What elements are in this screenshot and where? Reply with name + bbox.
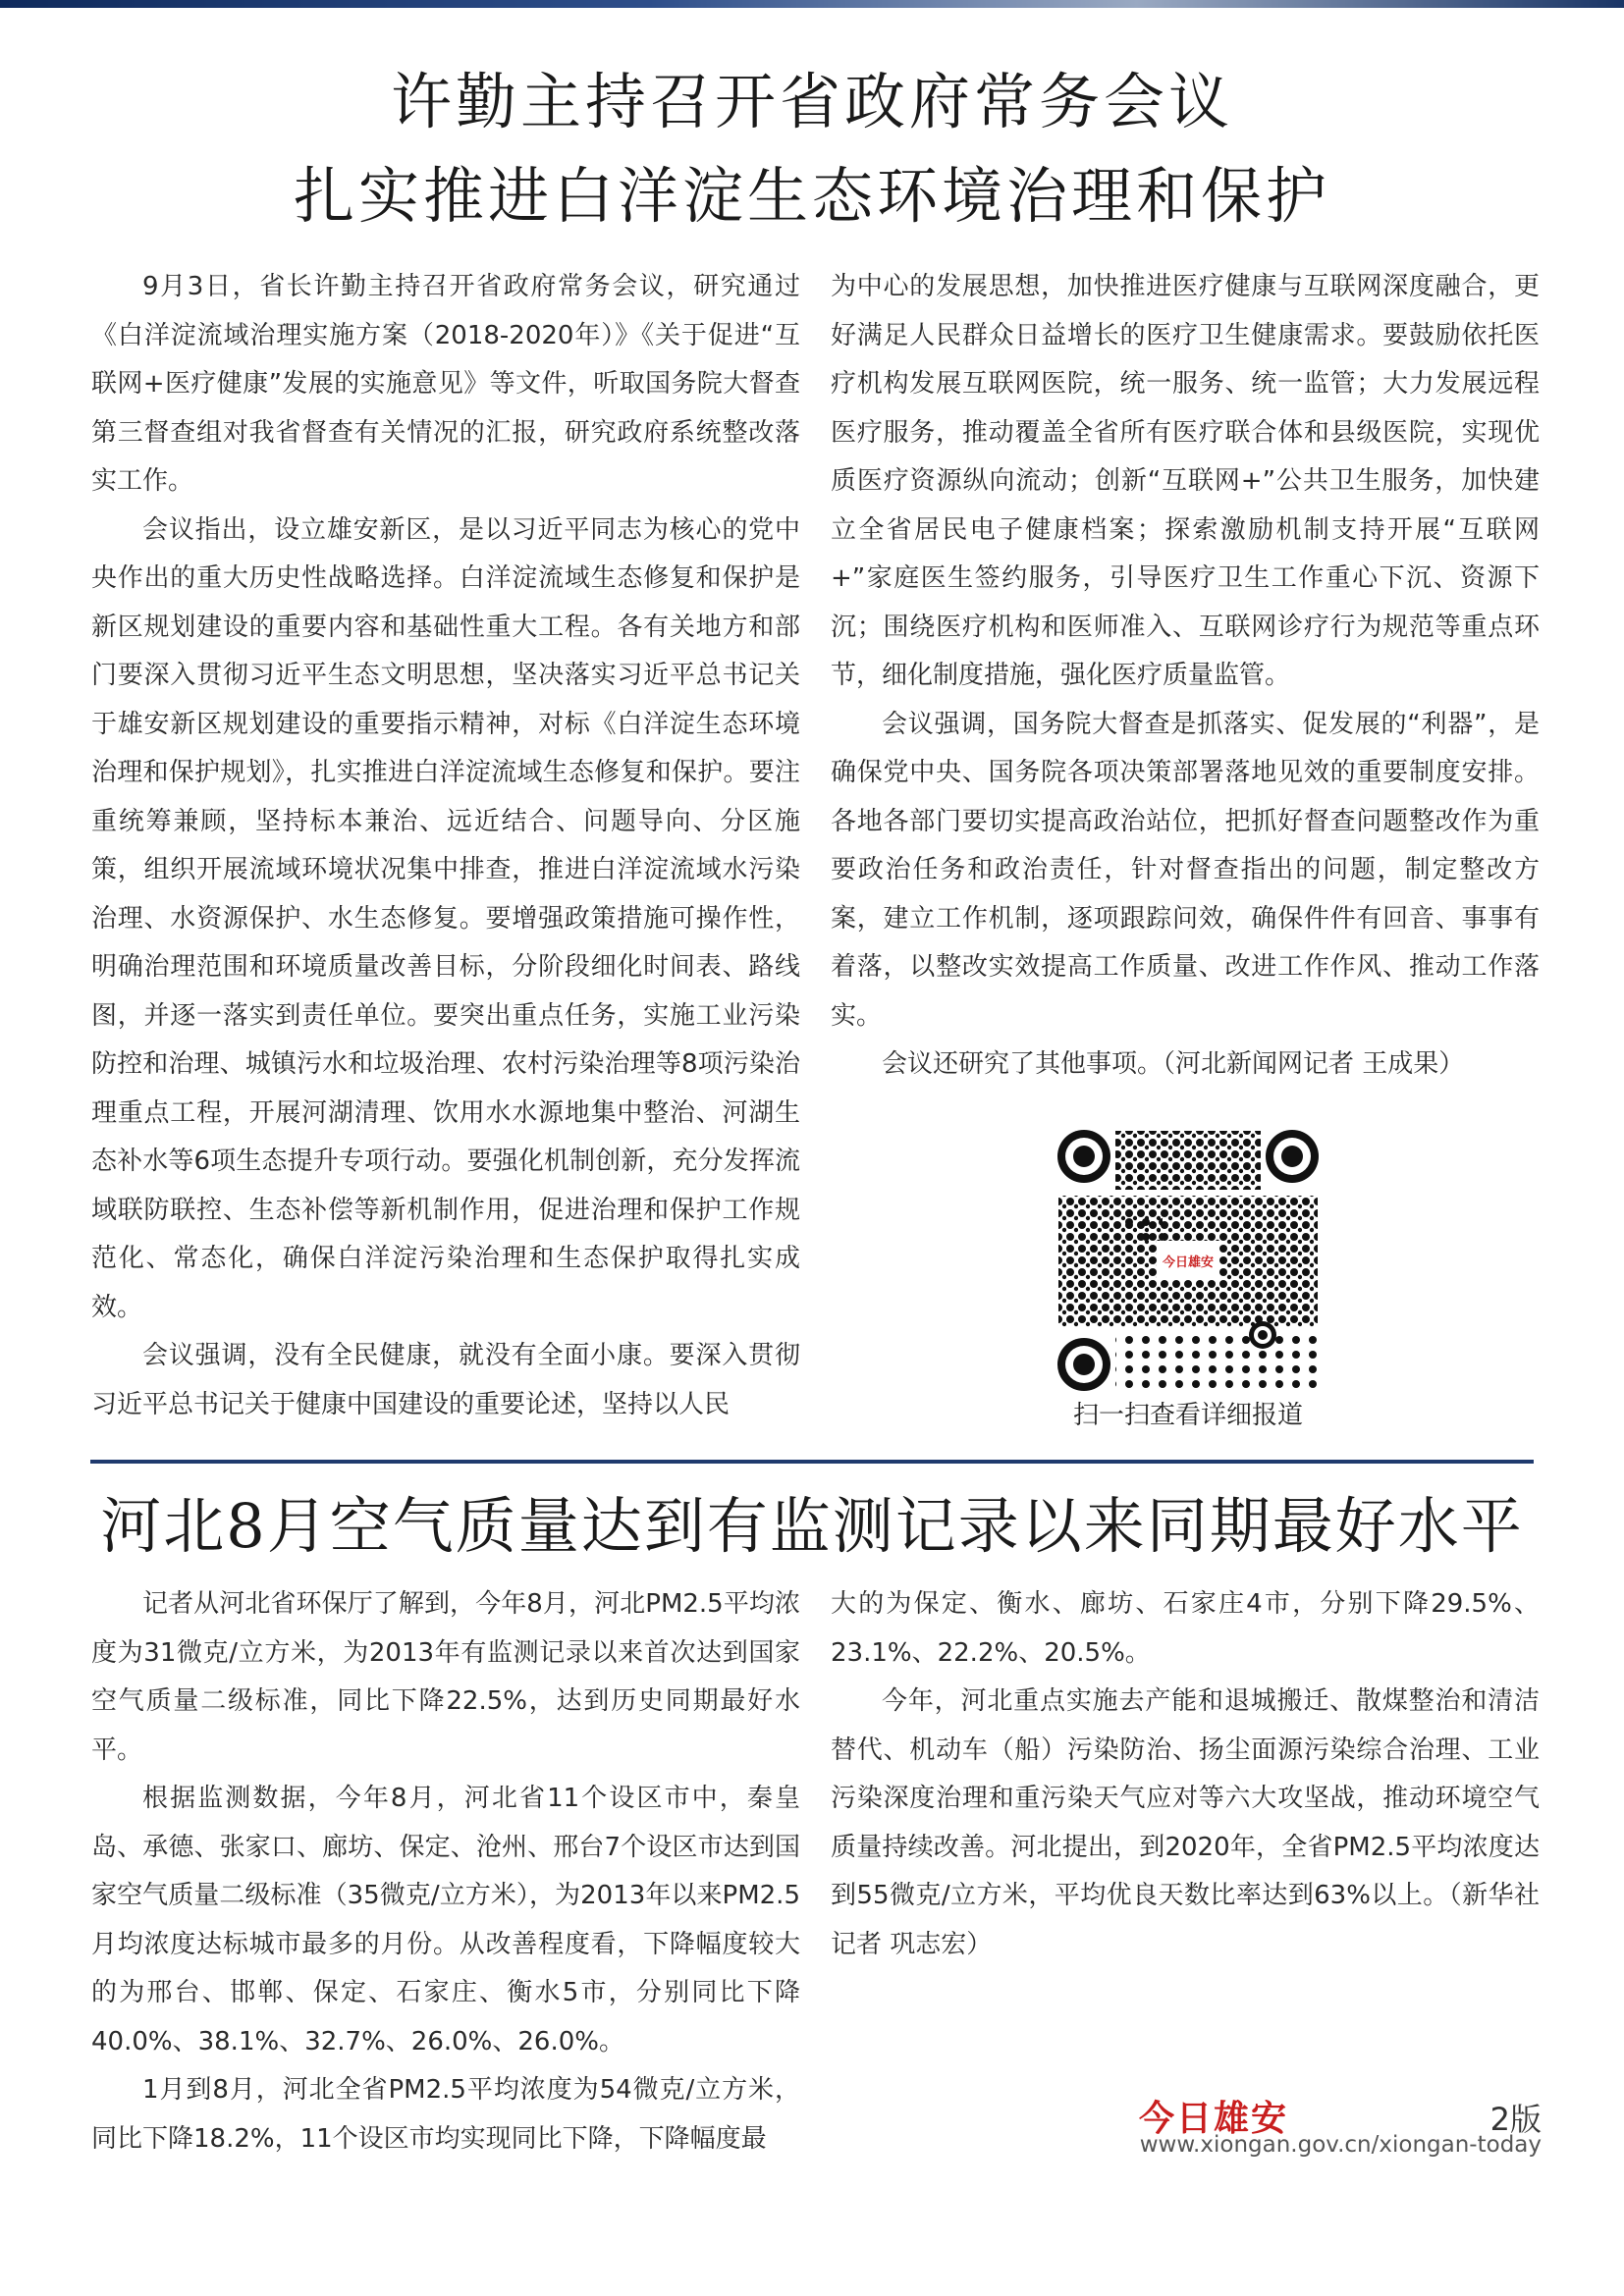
article1-right-column — [831, 263, 1540, 1090]
section-divider — [90, 1460, 1534, 1464]
article2-left-column — [91, 1580, 800, 2163]
qr-finder-top-right — [1266, 1130, 1319, 1183]
paragraph-continuation: 大的为保定、衡水、廊坊、石家庄4市，分别下降29.5%、23.1%、22.2%、20.5%。 — [831, 1589, 1540, 1668]
paragraph: 会议强调，国务院大督查是抓落实、促发展的“利器”，是确保党中央、国务院各项决策部署落地见效的重要制度安排。各地各部门要切实提高政治站位，把抓好督查问题整改作为重要政治任务和政治责任，针对督查指出的问题，制定整改方案，建立工作机制，逐项跟踪问效，确保件件有回音、事事有着落，以整改实效提高工作质量、改进工作作风、推动工作落实。 — [831, 709, 1540, 1031]
paragraph: 会议指出，设立雄安新区，是以习近平同志为核心的党中央作出的重大历史性战略选择。白洋淀流域生态修复和保护是新区规划建设的重要内容和基础性重大工程。各有关地方和部门要深入贯彻习近平生态文明思想，坚决落实习近平总书记关于雄安新区规划建设的重要指示精神，对标《白洋淀生态环境治理和保护规划》，扎实推进白洋淀流域生态修复和保护。要注重统筹兼顾，坚持标本兼治、远近结合、问题导向、分区施策，组织开展流域环境状况集中排查，推进白洋淀流域水污染治理、水资源保护、水生态修复。要增强政策措施可操作性，明确治理范围和环境质量改善目标，分阶段细化时间表、路线图，并逐一落实到责任单位。要突出重点任务，实施工业污染防控和治理、城镇污水和垃圾治理、农村污染治理等8项污染治理重点工程，开展河湖清理、饮用水水源地集中整治、河湖生态补水等6项生态提升专项行动。要强化机制创新，充分发挥流域联防联控、生态补偿等新机制作用，促进治理和保护工作规范化、常态化，确保白洋淀污染治理和生态保护取得扎实成效。 — [91, 514, 800, 1322]
article2-right-column — [831, 1580, 1540, 1969]
paragraph-continuation: 为中心的发展思想，加快推进医疗健康与互联网深度融合，更好满足人民群众日益增长的医疗卫生健康需求。要鼓励依托医疗机构发展互联网医院，统一服务、统一监管；大力发展远程医疗服务，推动覆盖全省所有医疗联合体和县级医院，实现优质医疗资源纵向流动；创新“互联网+”公共卫生服务，加快建立全省居民电子健康档案；探索激励机制支持开展“互联网+”家庭医生签约服务，引导医疗卫生工作重心下沉、资源下沉；围绕医疗机构和医师准入、互联网诊疗行为规范等重点环节，细化制度措施，强化医疗质量监管。 — [831, 272, 1540, 690]
paragraph: 9月3日，省长许勤主持召开省政府常务会议，研究通过《白洋淀流域治理实施方案（2018-2020年）》《关于促进“互联网+医疗健康”发展的实施意见》等文件，听取国务院大督查第三督查组对我省督查有关情况的汇报，研究政府系统整改落实工作。 — [91, 272, 800, 496]
qr-alignment-mark — [1249, 1321, 1276, 1349]
qr-logo-text: 今日雄安 — [1162, 1255, 1215, 1270]
paragraph: 会议还研究了其他事项。（河北新闻网记者 王成果） — [882, 1049, 1465, 1079]
paragraph: 今年，河北重点实施去产能和退城搬迁、散煤整治和清洁替代、机动车（船）污染防治、扬尘面源污染综合治理、工业污染深度治理和重污染天气应对等六大攻坚战，推动环境空气质量持续改善。河北提出，到2020年，全省PM2.5平均浓度达到55微克/立方米，平均优良天数比率达到63%以上。（新华社记者 巩志宏） — [831, 1686, 1540, 1959]
qr-caption: 扫一扫查看详细报道 — [1072, 1401, 1303, 1430]
brand-logo: 今日雄安 — [1139, 2098, 1289, 2139]
article2-title: 河北8月空气质量达到有监测记录以来同期最好水平 — [100, 1490, 1524, 1562]
qr-finder-top-left — [1057, 1130, 1110, 1183]
qr-finder-bottom-left — [1057, 1338, 1110, 1391]
website-url[interactable]: www.xiongan.gov.cn/xiongan-today — [1139, 2132, 1542, 2158]
paragraph: 1月到8月，河北全省PM2.5平均浓度为54微克/立方米，同比下降18.2%，11个设区市均实现同比下降，下降幅度最 — [91, 2075, 800, 2154]
paragraph: 会议强调，没有全民健康，就没有全面小康。要深入贯彻习近平总书记关于健康中国建设的重要论述，坚持以人民 — [91, 1341, 800, 1419]
top-color-bar — [0, 0, 1624, 8]
article1-title-line1: 许勤主持召开省政府常务会议 — [390, 66, 1233, 137]
article1-left-column — [91, 263, 800, 1429]
paragraph: 记者从河北省环保厅了解到，今年8月，河北PM2.5平均浓度为31微克/立方米，为2013年有监测记录以来首次达到国家空气质量二级标准，同比下降22.5%，达到历史同期最好水平。 — [91, 1589, 800, 1765]
qr-code[interactable] — [1051, 1121, 1326, 1406]
article1-title-line2: 扎实推进白洋淀生态环境治理和保护 — [293, 160, 1330, 232]
page-number: 2版 — [1489, 2101, 1542, 2138]
paragraph: 根据监测数据，今年8月，河北省11个设区市中，秦皇岛、承德、张家口、廊坊、保定、沧州、邢台7个设区市达到国家空气质量二级标准（35微克/立方米），为2013年以来PM2.5月均浓度达标城市最多的月份。从改善程度看，下降幅度较大的为邢台、邯郸、保定、石家庄、衡水5市，分别同比下降40.0%、38.1%、32.7%、26.0%、26.0%。 — [91, 1784, 800, 2056]
